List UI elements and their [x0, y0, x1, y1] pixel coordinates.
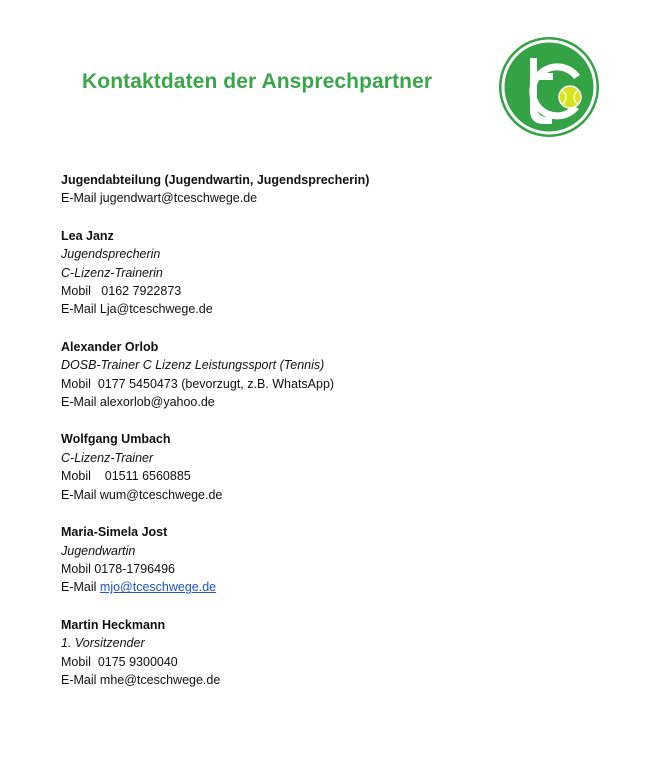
email-link[interactable]: mjo@tceschwege.de: [99, 580, 217, 595]
email-address: alexorlob@yahoo.de: [99, 395, 215, 410]
contact-section-martin-heckmann: [61, 616, 621, 690]
email-prefix: E-Mail: [61, 672, 100, 687]
contact-section-jugendabteilung: [61, 171, 621, 208]
contact-phone: Mobil 0178-1796496: [61, 561, 175, 576]
contact-role: Jugendsprecherin: [61, 247, 161, 262]
contact-section-alexander-orlob: [61, 338, 621, 412]
contact-email-line: [61, 671, 621, 689]
contact-name: Maria-Simela Jost: [61, 525, 168, 540]
contact-email-line: [61, 578, 621, 596]
contact-list: [61, 171, 621, 708]
contact-name: Alexander Orlob: [61, 339, 159, 354]
contact-phone: Mobil 01511 6560885: [61, 469, 191, 484]
contact-role: C-Lizenz-Trainerin: [61, 265, 163, 280]
club-logo-icon: [497, 35, 601, 139]
club-logo: [497, 35, 601, 139]
email-prefix: E-Mail: [61, 580, 100, 595]
contact-phone: Mobil 0177 5450473 (bevorzugt, z.B. WhatsApp): [61, 376, 335, 391]
contact-section-maria-simela-jost: [61, 523, 621, 597]
contact-email-line: [61, 300, 621, 318]
email-prefix: E-Mail: [61, 395, 100, 410]
contact-email-line: [61, 393, 621, 411]
contact-role: Jugendwartin: [61, 543, 136, 558]
contact-role: DOSB-Trainer C Lizenz Leistungssport (Tennis): [61, 358, 325, 373]
contact-section-wolfgang-umbach: [61, 430, 621, 504]
contact-email-line: [61, 486, 621, 504]
email-address: mhe@tceschwege.de: [99, 672, 221, 687]
email-address: jugendwart@tceschwege.de: [99, 191, 258, 206]
contact-phone: Mobil 0162 7922873: [61, 284, 182, 299]
email-prefix: E-Mail: [61, 487, 100, 502]
email-address: Lja@tceschwege.de: [99, 302, 213, 317]
email-prefix: E-Mail: [61, 191, 100, 206]
contact-role: 1. Vorsitzender: [61, 636, 145, 651]
contact-name: Lea Janz: [61, 228, 114, 243]
contact-name: Jugendabteilung (Jugendwartin, Jugendsprecherin): [61, 173, 370, 187]
email-address: wum@tceschwege.de: [99, 487, 223, 502]
contact-email-line: [61, 189, 621, 207]
contact-role: C-Lizenz-Trainer: [61, 450, 154, 465]
contact-name: Wolfgang Umbach: [61, 432, 171, 447]
email-prefix: E-Mail: [61, 302, 100, 317]
contact-name: Martin Heckmann: [61, 617, 166, 632]
contact-phone: Mobil 0175 9300040: [61, 654, 178, 669]
contact-section-lea-janz: [61, 227, 621, 319]
page-title: Kontaktdaten der Ansprechpartner: [82, 70, 433, 93]
